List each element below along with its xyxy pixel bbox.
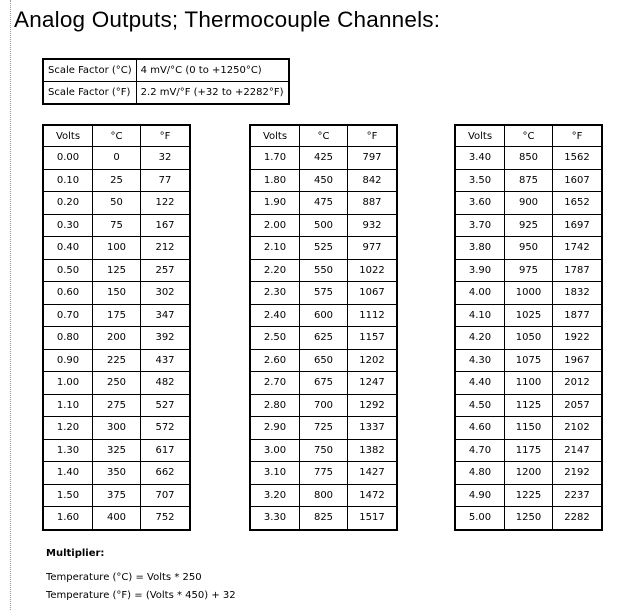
- table-cell: 250: [93, 372, 141, 395]
- table-cell: 1.30: [43, 439, 93, 462]
- table-cell: 0.00: [43, 147, 93, 170]
- column-header: °C: [300, 125, 348, 147]
- table-cell: 0.20: [43, 192, 93, 215]
- table-cell: 0: [93, 147, 141, 170]
- table-cell: 2282: [553, 507, 603, 530]
- table-cell: 825: [300, 507, 348, 530]
- table-row: [455, 394, 602, 417]
- conversion-table-2: [249, 124, 398, 531]
- table-cell: 1517: [348, 507, 398, 530]
- table-cell: 1112: [348, 304, 398, 327]
- table-row: [43, 394, 190, 417]
- table-cell: 1832: [553, 282, 603, 305]
- table-row: [455, 484, 602, 507]
- table-cell: 0.10: [43, 169, 93, 192]
- table-cell: 500: [300, 214, 348, 237]
- table-cell: 3.00: [250, 439, 300, 462]
- table-cell: 1200: [505, 462, 553, 485]
- table-cell: 525: [300, 237, 348, 260]
- table-cell: 800: [300, 484, 348, 507]
- table-row: [43, 349, 190, 372]
- table-cell: 1.10: [43, 394, 93, 417]
- table-cell: 77: [141, 169, 191, 192]
- table-cell: 437: [141, 349, 191, 372]
- table-row: [43, 304, 190, 327]
- table-row: [455, 169, 602, 192]
- table-cell: 275: [93, 394, 141, 417]
- table-cell: 1225: [505, 484, 553, 507]
- table-row: [43, 237, 190, 260]
- table-cell: 725: [300, 417, 348, 440]
- table-cell: 575: [300, 282, 348, 305]
- table-cell: 1787: [553, 259, 603, 282]
- table-cell: 4.70: [455, 439, 505, 462]
- table-row: [455, 417, 602, 440]
- table-cell: 2.30: [250, 282, 300, 305]
- table-cell: 1100: [505, 372, 553, 395]
- table-cell: 662: [141, 462, 191, 485]
- table-cell: 2147: [553, 439, 603, 462]
- table-cell: 1250: [505, 507, 553, 530]
- table-cell: 4.40: [455, 372, 505, 395]
- table-cell: 707: [141, 484, 191, 507]
- table-cell: 0.60: [43, 282, 93, 305]
- table-cell: 4.60: [455, 417, 505, 440]
- table-cell: 425: [300, 147, 348, 170]
- table-row: [43, 192, 190, 215]
- table-cell: 1427: [348, 462, 398, 485]
- table-cell: 200: [93, 327, 141, 350]
- table-cell: 625: [300, 327, 348, 350]
- table-cell: 900: [505, 192, 553, 215]
- table-cell: 75: [93, 214, 141, 237]
- table-row: [250, 349, 397, 372]
- table-cell: 2.40: [250, 304, 300, 327]
- table-cell: 167: [141, 214, 191, 237]
- table-cell: 25: [93, 169, 141, 192]
- table-row: [455, 462, 602, 485]
- table-cell: 1967: [553, 349, 603, 372]
- table-row: [455, 237, 602, 260]
- table-cell: 975: [505, 259, 553, 282]
- table-row: [250, 147, 397, 170]
- table-cell: 2.80: [250, 394, 300, 417]
- table-cell: 1697: [553, 214, 603, 237]
- table-cell: 1.40: [43, 462, 93, 485]
- table-cell: 1.60: [43, 507, 93, 530]
- table-cell: 1.20: [43, 417, 93, 440]
- scale-factor-table: [42, 58, 290, 105]
- table-cell: 347: [141, 304, 191, 327]
- table-cell: 3.50: [455, 169, 505, 192]
- scale-value: 4 mV/°C (0 to +1250°C): [136, 59, 288, 82]
- scale-row-celsius: [43, 59, 289, 82]
- column-header: Volts: [250, 125, 300, 147]
- table-row: [250, 169, 397, 192]
- column-header: °F: [553, 125, 603, 147]
- table-cell: 2.20: [250, 259, 300, 282]
- table-row: [455, 304, 602, 327]
- table-cell: 4.80: [455, 462, 505, 485]
- table-cell: 400: [93, 507, 141, 530]
- table-row: [43, 282, 190, 305]
- table-row: [250, 417, 397, 440]
- column-header: Volts: [455, 125, 505, 147]
- table-cell: 3.80: [455, 237, 505, 260]
- table-cell: 3.30: [250, 507, 300, 530]
- column-header: °F: [348, 125, 398, 147]
- table-row: [250, 259, 397, 282]
- table-row: [43, 484, 190, 507]
- scale-row-fahrenheit: [43, 82, 289, 105]
- table-cell: 527: [141, 394, 191, 417]
- table-cell: 0.80: [43, 327, 93, 350]
- table-row: [455, 327, 602, 350]
- table-cell: 150: [93, 282, 141, 305]
- table-row: [250, 237, 397, 260]
- table-row: [250, 394, 397, 417]
- table-cell: 797: [348, 147, 398, 170]
- table-cell: 3.10: [250, 462, 300, 485]
- table-cell: 1.50: [43, 484, 93, 507]
- table-row: [43, 214, 190, 237]
- table-cell: 0.90: [43, 349, 93, 372]
- table-cell: 0.70: [43, 304, 93, 327]
- table-cell: 0.40: [43, 237, 93, 260]
- table-row: [43, 462, 190, 485]
- table-cell: 887: [348, 192, 398, 215]
- table-cell: 1337: [348, 417, 398, 440]
- table-row: [455, 147, 602, 170]
- table-cell: 302: [141, 282, 191, 305]
- table-row: [43, 259, 190, 282]
- table-row: [43, 169, 190, 192]
- table-row: [455, 439, 602, 462]
- table-row: [250, 214, 397, 237]
- table-header-row: [455, 125, 602, 147]
- table-cell: 1175: [505, 439, 553, 462]
- table-row: [250, 192, 397, 215]
- table-cell: 1075: [505, 349, 553, 372]
- table-cell: 1562: [553, 147, 603, 170]
- table-row: [250, 439, 397, 462]
- table-row: [455, 349, 602, 372]
- table-cell: 1157: [348, 327, 398, 350]
- table-cell: 675: [300, 372, 348, 395]
- table-cell: 2237: [553, 484, 603, 507]
- multiplier-heading: Multiplier:: [46, 548, 105, 559]
- table-row: [250, 484, 397, 507]
- table-cell: 1202: [348, 349, 398, 372]
- table-cell: 475: [300, 192, 348, 215]
- table-cell: 1382: [348, 439, 398, 462]
- table-cell: 1292: [348, 394, 398, 417]
- scale-value: 2.2 mV/°F (+32 to +2282°F): [136, 82, 288, 105]
- table-cell: 450: [300, 169, 348, 192]
- table-cell: 650: [300, 349, 348, 372]
- table-cell: 1877: [553, 304, 603, 327]
- table-cell: 4.90: [455, 484, 505, 507]
- table-cell: 2.70: [250, 372, 300, 395]
- table-cell: 617: [141, 439, 191, 462]
- table-cell: 3.40: [455, 147, 505, 170]
- table-cell: 1000: [505, 282, 553, 305]
- table-cell: 572: [141, 417, 191, 440]
- table-row: [250, 327, 397, 350]
- table-cell: 2.50: [250, 327, 300, 350]
- table-row: [43, 439, 190, 462]
- table-cell: 1025: [505, 304, 553, 327]
- table-cell: 212: [141, 237, 191, 260]
- table-row: [455, 372, 602, 395]
- formula-celsius: Temperature (°C) = Volts * 250: [46, 572, 202, 583]
- table-row: [455, 507, 602, 530]
- page-margin-guide: [10, 0, 11, 610]
- table-row: [43, 507, 190, 530]
- page-title: Analog Outputs; Thermocouple Channels:: [14, 7, 441, 32]
- table-row: [455, 214, 602, 237]
- table-cell: 1067: [348, 282, 398, 305]
- table-cell: 392: [141, 327, 191, 350]
- table-cell: 225: [93, 349, 141, 372]
- table-cell: 0.50: [43, 259, 93, 282]
- table-cell: 350: [93, 462, 141, 485]
- table-cell: 2.10: [250, 237, 300, 260]
- table-cell: 4.30: [455, 349, 505, 372]
- table-cell: 2.90: [250, 417, 300, 440]
- table-cell: 4.00: [455, 282, 505, 305]
- table-cell: 1.70: [250, 147, 300, 170]
- table-cell: 2012: [553, 372, 603, 395]
- table-cell: 32: [141, 147, 191, 170]
- scale-label: Scale Factor (°C): [43, 59, 136, 82]
- column-header: °F: [141, 125, 191, 147]
- table-cell: 3.70: [455, 214, 505, 237]
- table-cell: 850: [505, 147, 553, 170]
- table-cell: 750: [300, 439, 348, 462]
- column-header: Volts: [43, 125, 93, 147]
- table-cell: 700: [300, 394, 348, 417]
- table-row: [43, 327, 190, 350]
- table-cell: 977: [348, 237, 398, 260]
- conversion-table-3: [454, 124, 603, 531]
- table-cell: 1922: [553, 327, 603, 350]
- table-cell: 300: [93, 417, 141, 440]
- table-cell: 550: [300, 259, 348, 282]
- table-header-row: [43, 125, 190, 147]
- table-cell: 1022: [348, 259, 398, 282]
- table-cell: 100: [93, 237, 141, 260]
- table-cell: 1607: [553, 169, 603, 192]
- table-cell: 842: [348, 169, 398, 192]
- table-cell: 175: [93, 304, 141, 327]
- table-row: [250, 462, 397, 485]
- table-cell: 2192: [553, 462, 603, 485]
- table-cell: 775: [300, 462, 348, 485]
- table-cell: 1050: [505, 327, 553, 350]
- table-row: [455, 259, 602, 282]
- table-cell: 1.80: [250, 169, 300, 192]
- table-row: [43, 147, 190, 170]
- table-cell: 1.00: [43, 372, 93, 395]
- table-cell: 5.00: [455, 507, 505, 530]
- table-cell: 0.30: [43, 214, 93, 237]
- table-cell: 925: [505, 214, 553, 237]
- table-row: [250, 282, 397, 305]
- table-cell: 950: [505, 237, 553, 260]
- table-header-row: [250, 125, 397, 147]
- table-cell: 1742: [553, 237, 603, 260]
- table-cell: 752: [141, 507, 191, 530]
- table-cell: 122: [141, 192, 191, 215]
- table-cell: 2.00: [250, 214, 300, 237]
- table-cell: 1472: [348, 484, 398, 507]
- table-row: [455, 192, 602, 215]
- table-cell: 2.60: [250, 349, 300, 372]
- table-cell: 3.20: [250, 484, 300, 507]
- table-row: [250, 372, 397, 395]
- table-cell: 1.90: [250, 192, 300, 215]
- table-cell: 482: [141, 372, 191, 395]
- table-cell: 2057: [553, 394, 603, 417]
- table-cell: 4.50: [455, 394, 505, 417]
- table-cell: 1247: [348, 372, 398, 395]
- table-cell: 4.20: [455, 327, 505, 350]
- table-row: [250, 507, 397, 530]
- table-cell: 2102: [553, 417, 603, 440]
- conversion-table-1: [42, 124, 191, 531]
- formula-fahrenheit: Temperature (°F) = (Volts * 450) + 32: [46, 590, 236, 601]
- table-cell: 1125: [505, 394, 553, 417]
- table-cell: 50: [93, 192, 141, 215]
- table-row: [43, 417, 190, 440]
- table-cell: 932: [348, 214, 398, 237]
- column-header: °C: [505, 125, 553, 147]
- scale-label: Scale Factor (°F): [43, 82, 136, 105]
- table-cell: 257: [141, 259, 191, 282]
- table-cell: 375: [93, 484, 141, 507]
- table-row: [43, 372, 190, 395]
- table-cell: 3.90: [455, 259, 505, 282]
- table-cell: 4.10: [455, 304, 505, 327]
- table-cell: 125: [93, 259, 141, 282]
- table-cell: 3.60: [455, 192, 505, 215]
- table-cell: 1150: [505, 417, 553, 440]
- table-row: [455, 282, 602, 305]
- table-cell: 325: [93, 439, 141, 462]
- table-cell: 1652: [553, 192, 603, 215]
- table-row: [250, 304, 397, 327]
- table-cell: 875: [505, 169, 553, 192]
- column-header: °C: [93, 125, 141, 147]
- table-cell: 600: [300, 304, 348, 327]
